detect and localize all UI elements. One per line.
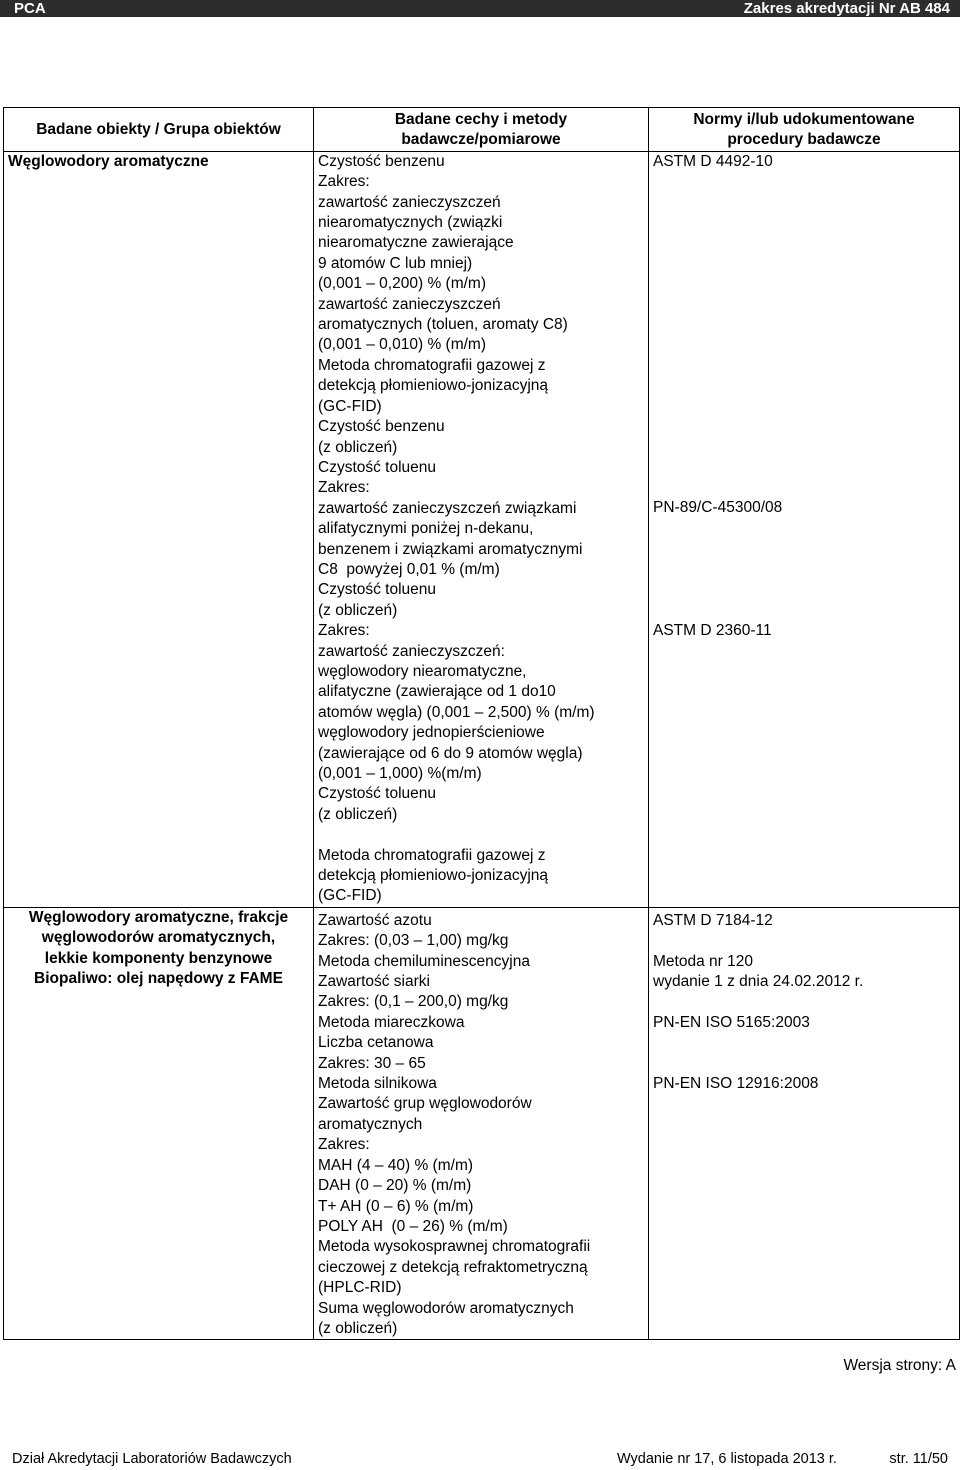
standard-line xyxy=(653,274,955,294)
row1-methods-cell xyxy=(314,151,649,907)
col2-header-line: badawcze/pomiarowe xyxy=(401,131,561,149)
method-line: węglowodory jednopierścieniowe xyxy=(318,724,545,742)
method-line: (GC-FID) xyxy=(318,397,382,415)
standard-line: ASTM D 4492-10 xyxy=(653,152,773,170)
standard-line xyxy=(653,193,955,213)
method-line: detekcją płomieniowo-jonizacyjną xyxy=(318,377,549,395)
method-line: (z obliczeń) xyxy=(318,601,398,619)
col1-header-text: Badane obiekty / Grupa obiektów xyxy=(36,121,281,139)
standard-line xyxy=(653,992,955,1012)
col2-header xyxy=(314,108,649,152)
method-line: Zawartość grup węglowodorów xyxy=(318,1095,532,1113)
method-line: cieczowej z detekcją refraktometryczną xyxy=(318,1258,588,1276)
method-line: (zawierające od 6 do 9 atomów węgla) xyxy=(318,744,583,762)
method-line: (0,001 – 1,000) %(m/m) xyxy=(318,765,482,782)
standard-line xyxy=(653,295,955,315)
standard-line xyxy=(653,335,955,355)
method-line: Zakres: xyxy=(318,622,370,640)
col3-header xyxy=(649,108,960,152)
standard-line: ASTM D 2360-11 xyxy=(653,621,772,639)
footer-page-number: str. 11/50 xyxy=(889,1451,948,1467)
standard-line: wydanie 1 z dnia 24.02.2012 r. xyxy=(653,973,864,991)
header-right: Zakres akredytacji Nr AB 484 xyxy=(743,0,950,17)
method-line xyxy=(318,825,644,845)
method-line: aromatycznych (toluen, aromaty C8) xyxy=(318,316,568,334)
method-line: niearomatyczne zawierające xyxy=(318,234,514,252)
method-line: (0,001 – 0,010) % (m/m) xyxy=(318,336,486,354)
standard-line xyxy=(653,1054,955,1074)
method-line: Zakres: xyxy=(318,173,370,191)
method-line: Czystość toluenu xyxy=(318,785,437,803)
standard-line xyxy=(653,213,955,233)
table-header-row xyxy=(4,108,960,152)
method-line: Metoda chromatografii gazowej z xyxy=(318,356,546,374)
standard-line xyxy=(653,931,955,951)
method-line: Zakres: (0,1 – 200,0) mg/kg xyxy=(318,993,509,1011)
method-line: benzenem i związkami aromatycznymi xyxy=(318,540,583,558)
table-row xyxy=(4,907,960,1340)
standard-line xyxy=(653,397,955,417)
method-line: Czystość toluenu xyxy=(318,458,437,476)
row2-standards xyxy=(653,911,955,1095)
row2-methods-cell xyxy=(314,907,649,1340)
method-line: zawartość zanieczyszczeń xyxy=(318,295,501,313)
row1-object: Węglowodory aromatyczne xyxy=(8,152,209,170)
method-line: DAH (0 – 20) % (m/m) xyxy=(318,1177,472,1195)
method-line: Metoda miareczkowa xyxy=(318,1013,465,1031)
method-line: alifatycznymi poniżej n-dekanu, xyxy=(318,520,534,538)
standard-line xyxy=(653,376,955,396)
standard-line: PN-89/C-45300/08 xyxy=(653,499,783,517)
standard-line xyxy=(653,437,955,457)
method-line: Metoda wysokosprawnej chromatografii xyxy=(318,1238,591,1256)
method-line: Zawartość siarki xyxy=(318,973,430,991)
row1-standards-cell xyxy=(649,151,960,907)
method-line: Metoda chromatografii gazowej z xyxy=(318,846,546,864)
standard-line xyxy=(653,172,955,192)
standard-line xyxy=(653,458,955,478)
table-row xyxy=(4,151,960,907)
method-line: zawartość zanieczyszczeń xyxy=(318,193,501,211)
method-line: T+ AH (0 – 6) % (m/m) xyxy=(318,1197,474,1215)
footer-left: Dział Akredytacji Laboratoriów Badawczych xyxy=(12,1451,292,1467)
method-line: Suma węglowodorów aromatycznych xyxy=(318,1299,574,1317)
method-line: atomów węgla) (0,001 – 2,500) % (m/m) xyxy=(318,703,595,721)
standard-line: ASTM D 7184-12 xyxy=(653,911,773,929)
standard-line xyxy=(653,356,955,376)
method-line: węglowodory niearomatyczne, xyxy=(318,662,527,680)
standard-line xyxy=(653,560,955,580)
row2-standards-cell xyxy=(649,907,960,1340)
method-line: aromatycznych xyxy=(318,1115,423,1133)
header-left: PCA xyxy=(14,0,46,17)
header-bar xyxy=(0,0,960,17)
method-line: Liczba cetanowa xyxy=(318,1034,434,1052)
standard-line xyxy=(653,233,955,253)
standard-line xyxy=(653,254,955,274)
standard-line xyxy=(653,519,955,539)
method-line: 9 atomów C lub mniej) xyxy=(318,254,473,272)
row2-methods xyxy=(318,911,644,1340)
method-line: (z obliczeń) xyxy=(318,438,398,456)
accreditation-table xyxy=(3,107,960,1340)
method-line: (HPLC-RID) xyxy=(318,1279,402,1297)
method-line: Czystość toluenu xyxy=(318,581,437,599)
standard-line: Metoda nr 120 xyxy=(653,952,753,970)
footer-middle: Wydanie nr 17, 6 listopada 2013 r. xyxy=(617,1451,837,1467)
standard-line xyxy=(653,417,955,437)
method-line: zawartość zanieczyszczeń związkami xyxy=(318,499,577,517)
row2-object-line: lekkie komponenty benzynowe xyxy=(44,949,273,967)
col3-header-line: procedury badawcze xyxy=(727,131,881,149)
row1-standards xyxy=(653,152,955,641)
standard-line xyxy=(653,315,955,335)
method-line: Zakres: 30 – 65 xyxy=(318,1054,426,1072)
standard-line xyxy=(653,580,955,600)
standard-line xyxy=(653,539,955,559)
method-line: (GC-FID) xyxy=(318,887,382,905)
col1-header xyxy=(4,108,314,152)
method-line: POLY AH (0 – 26) % (m/m) xyxy=(318,1217,508,1235)
method-line: MAH (4 – 40) % (m/m) xyxy=(318,1156,474,1174)
row2-object-line: Węglowodory aromatyczne, frakcje xyxy=(28,908,289,926)
page-version: Wersja strony: A xyxy=(843,1357,956,1374)
method-line: (0,001 – 0,200) % (m/m) xyxy=(318,275,486,293)
method-line: Czystość benzenu xyxy=(318,152,445,170)
standard-line xyxy=(653,600,955,620)
method-line: Zakres: xyxy=(318,479,370,497)
method-line: Metoda chemiluminescencyjna xyxy=(318,952,530,970)
method-line: Zakres: xyxy=(318,1136,370,1154)
method-line: zawartość zanieczyszczeń: xyxy=(318,642,505,660)
method-line: Zawartość azotu xyxy=(318,911,432,929)
standard-line xyxy=(653,478,955,498)
row1-methods xyxy=(318,152,644,907)
method-line: niearomatycznych (związki xyxy=(318,214,503,232)
row2-object-line: węglowodorów aromatycznych, xyxy=(41,929,276,947)
method-line: Czystość benzenu xyxy=(318,418,445,436)
method-line: detekcją płomieniowo-jonizacyjną xyxy=(318,867,549,885)
standard-line: PN-EN ISO 5165:2003 xyxy=(653,1013,810,1031)
method-line: Metoda silnikowa xyxy=(318,1075,437,1093)
method-line: (z obliczeń) xyxy=(318,805,398,823)
method-line: C8 powyżej 0,01 % (m/m) xyxy=(318,560,500,578)
col3-header-line: Normy i/lub udokumentowane xyxy=(693,111,915,128)
row2-object-cell xyxy=(4,907,314,1340)
standard-line: PN-EN ISO 12916:2008 xyxy=(653,1075,819,1093)
col2-header-line: Badane cechy i metody xyxy=(394,111,568,128)
standard-line xyxy=(653,1033,955,1053)
method-line: (z obliczeń) xyxy=(318,1319,398,1337)
method-line: Zakres: (0,03 – 1,00) mg/kg xyxy=(318,932,509,950)
method-line: alifatyczne (zawierające od 1 do10 xyxy=(318,683,556,701)
row2-object-line: Biopaliwo: olej napędowy z FAME xyxy=(34,970,283,988)
row1-object-cell xyxy=(4,151,314,907)
